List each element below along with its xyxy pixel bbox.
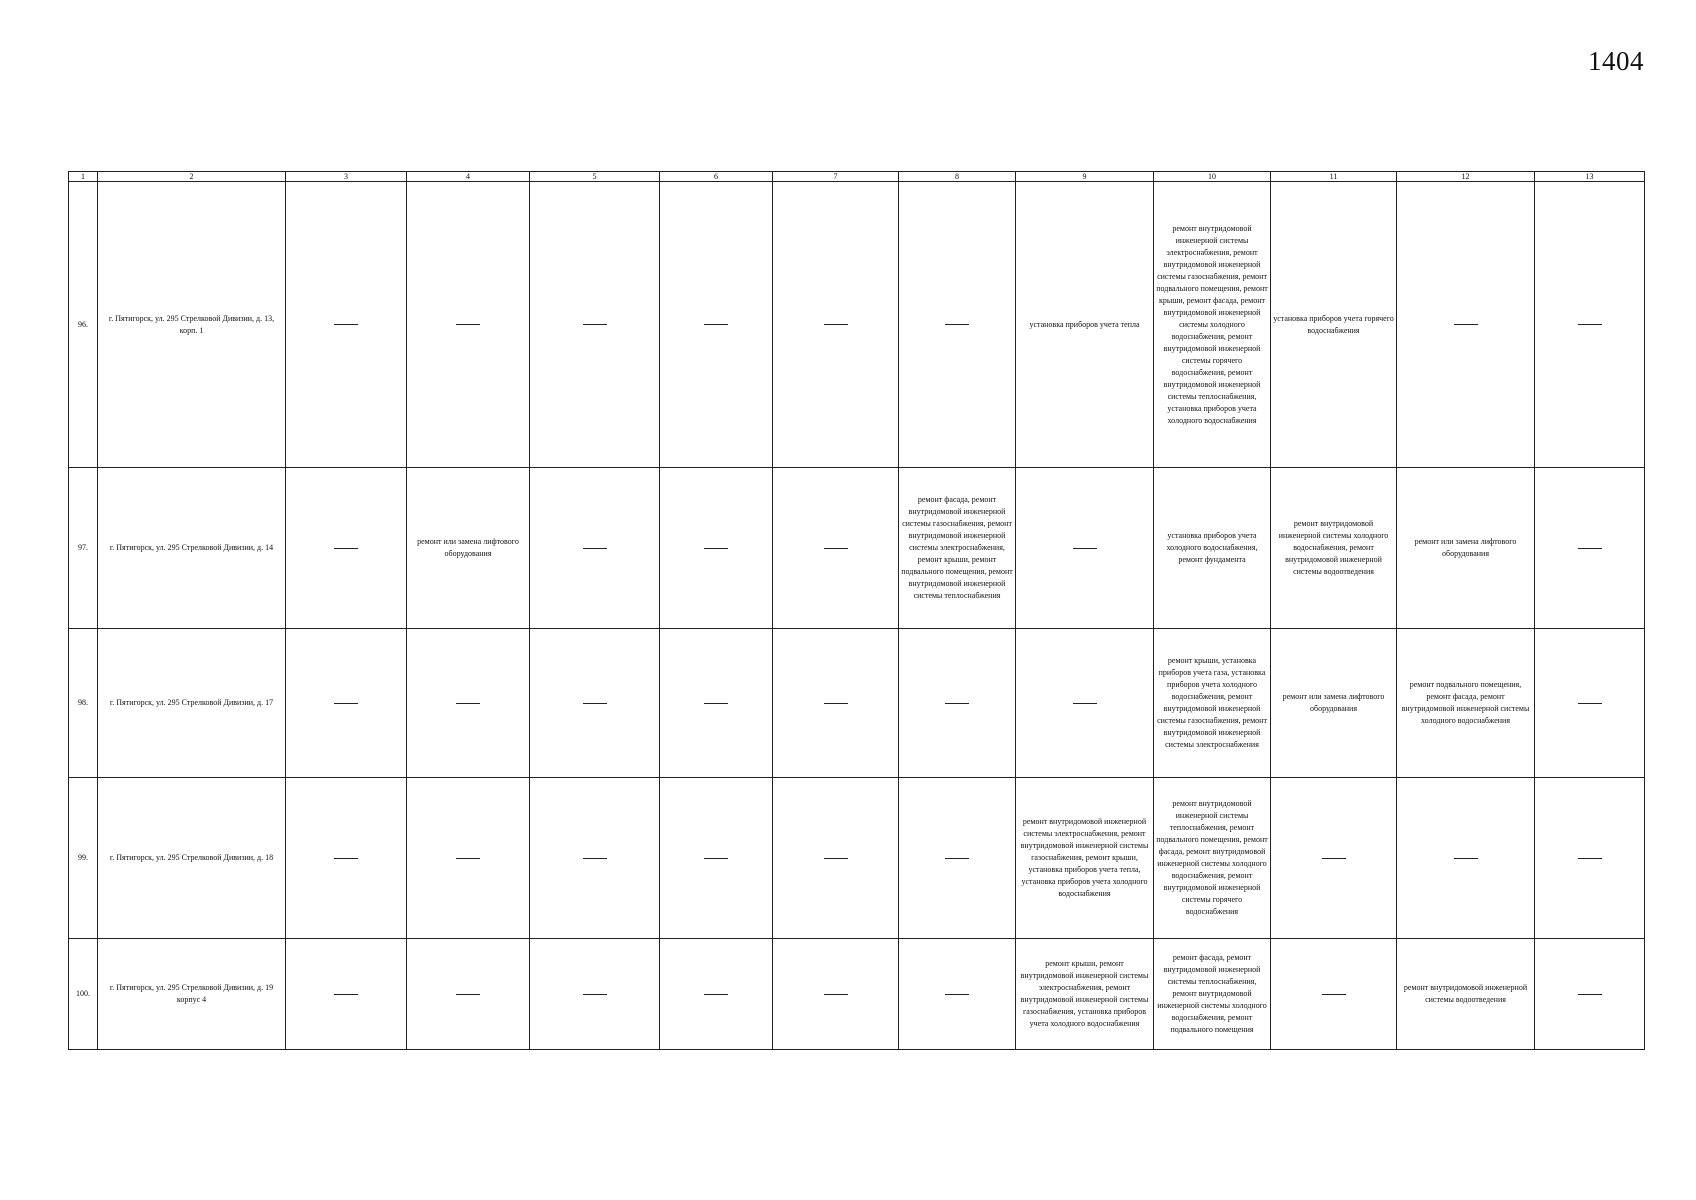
dash-mark [1073, 548, 1097, 549]
column-header-7: 7 [773, 172, 899, 182]
dash-mark [824, 548, 848, 549]
dash-mark [824, 324, 848, 325]
dash-mark [704, 324, 728, 325]
empty-cell [660, 182, 773, 468]
table-row [69, 778, 1645, 939]
empty-cell [286, 629, 407, 778]
column-header-12: 12 [1397, 172, 1535, 182]
empty-cell [530, 939, 660, 1050]
dash-mark [456, 324, 480, 325]
column-header-10: 10 [1154, 172, 1271, 182]
column-header-3: 3 [286, 172, 407, 182]
dash-mark [704, 858, 728, 859]
dash-mark [704, 703, 728, 704]
empty-cell [1535, 468, 1645, 629]
dash-mark [1322, 994, 1346, 995]
column-header-9: 9 [1016, 172, 1154, 182]
dash-mark [945, 858, 969, 859]
dash-mark [945, 703, 969, 704]
work-description-cell: установка приборов учета горячего водоснабжения [1271, 182, 1397, 468]
work-description-cell: ремонт внутридомовой инженерной системы электроснабжения, ремонт внутридомовой инженерной системы газоснабжения, ремонт подвального помещения, ремонт крыши, ремонт фасада, ремонт внутридомовой инженерной системы холодного водоснабжения, ремонт внутридомовой инженерной системы горячего водоснабжения, ремонт внутридомовой инженерной системы теплоснабжения, установка приборов учета холодного водоснабжения [1154, 182, 1271, 468]
dash-mark [704, 994, 728, 995]
dash-mark [1578, 858, 1602, 859]
empty-cell [1271, 939, 1397, 1050]
dash-mark [1073, 703, 1097, 704]
empty-cell [1535, 939, 1645, 1050]
dash-mark [945, 324, 969, 325]
empty-cell [530, 629, 660, 778]
work-description-cell: ремонт или замена лифтового оборудования [1271, 629, 1397, 778]
row-number: 100. [69, 939, 98, 1050]
work-description-cell: установка приборов учета холодного водоснабжения, ремонт фундамента [1154, 468, 1271, 629]
dash-mark [583, 858, 607, 859]
dash-mark [583, 703, 607, 704]
table-body [69, 172, 1645, 1050]
column-header-5: 5 [530, 172, 660, 182]
dash-mark [824, 994, 848, 995]
dash-mark [334, 548, 358, 549]
empty-cell [407, 778, 530, 939]
empty-cell [899, 182, 1016, 468]
empty-cell [530, 778, 660, 939]
dash-mark [334, 858, 358, 859]
empty-cell [1397, 182, 1535, 468]
empty-cell [1271, 778, 1397, 939]
table-row [69, 629, 1645, 778]
dash-mark [945, 994, 969, 995]
dash-mark [1578, 703, 1602, 704]
work-description-cell: ремонт внутридомовой инженерной системы холодного водоснабжения, ремонт внутридомовой инженерной системы водоотведения [1271, 468, 1397, 629]
empty-cell [1535, 182, 1645, 468]
column-header-13: 13 [1535, 172, 1645, 182]
page-number: 1404 [1588, 46, 1644, 76]
work-description-cell: ремонт крыши, установка приборов учета газа, установка приборов учета холодного водоснабжения, ремонт внутридомовой инженерной системы газоснабжения, ремонт внутридомовой инженерной системы электроснабжения [1154, 629, 1271, 778]
address-cell: г. Пятигорск, ул. 295 Стрелковой Дивизии, д. 13, корп. 1 [98, 182, 286, 468]
work-description-cell: ремонт крыши, ремонт внутридомовой инженерной системы электроснабжения, ремонт внутридомовой инженерной системы газоснабжения, установка приборов учета холодного водоснабжения [1016, 939, 1154, 1050]
column-header-4: 4 [407, 172, 530, 182]
dash-mark [334, 324, 358, 325]
dash-mark [704, 548, 728, 549]
empty-cell [899, 778, 1016, 939]
dash-mark [583, 548, 607, 549]
work-description-cell: ремонт подвального помещения, ремонт фасада, ремонт внутридомовой инженерной системы холодного водоснабжения [1397, 629, 1535, 778]
address-cell: г. Пятигорск, ул. 295 Стрелковой Дивизии, д. 14 [98, 468, 286, 629]
dash-mark [456, 703, 480, 704]
column-header-11: 11 [1271, 172, 1397, 182]
empty-cell [286, 182, 407, 468]
empty-cell [660, 778, 773, 939]
empty-cell [286, 778, 407, 939]
dash-mark [334, 703, 358, 704]
empty-cell [1016, 468, 1154, 629]
empty-cell [660, 468, 773, 629]
empty-cell [1397, 778, 1535, 939]
empty-cell [660, 939, 773, 1050]
empty-cell [773, 778, 899, 939]
column-header-1: 1 [69, 172, 98, 182]
empty-cell [899, 939, 1016, 1050]
dash-mark [1578, 548, 1602, 549]
work-description-cell: ремонт или замена лифтового оборудования [407, 468, 530, 629]
empty-cell [286, 468, 407, 629]
repair-plan-table [68, 171, 1645, 1050]
empty-cell [286, 939, 407, 1050]
dash-mark [1578, 994, 1602, 995]
work-description-cell: ремонт или замена лифтового оборудования [1397, 468, 1535, 629]
empty-cell [407, 182, 530, 468]
work-description-cell: ремонт внутридомовой инженерной системы теплоснабжения, ремонт подвального помещения, ремонт фасада, ремонт внутридомовой инженерной системы холодного водоснабжения, ремонт внутридомовой инженерной системы горячего водоснабжения [1154, 778, 1271, 939]
header-row [69, 172, 1645, 182]
empty-cell [407, 939, 530, 1050]
dash-mark [824, 858, 848, 859]
empty-cell [773, 629, 899, 778]
dash-mark [583, 994, 607, 995]
address-cell: г. Пятигорск, ул. 295 Стрелковой Дивизии, д. 19 корпус 4 [98, 939, 286, 1050]
empty-cell [773, 468, 899, 629]
dash-mark [456, 994, 480, 995]
empty-cell [660, 629, 773, 778]
row-number: 97. [69, 468, 98, 629]
work-description-cell: ремонт внутридомовой инженерной системы электроснабжения, ремонт внутридомовой инженерной системы газоснабжения, ремонт крыши, установка приборов учета тепла, установка приборов учета холодного водоснабжения [1016, 778, 1154, 939]
empty-cell [773, 939, 899, 1050]
work-description-cell: ремонт фасада, ремонт внутридомовой инженерной системы газоснабжения, ремонт внутридомовой инженерной системы электроснабжения, ремонт крыши, ремонт подвального помещения, ремонт внутридомовой инженерной системы теплоснабжения [899, 468, 1016, 629]
row-number: 96. [69, 182, 98, 468]
dash-mark [456, 858, 480, 859]
row-number: 99. [69, 778, 98, 939]
row-number: 98. [69, 629, 98, 778]
dash-mark [1454, 858, 1478, 859]
work-description-cell: ремонт фасада, ремонт внутридомовой инженерной системы теплоснабжения, ремонт внутридомовой инженерной системы холодного водоснабжения, ремонт подвального помещения [1154, 939, 1271, 1050]
work-description-cell: ремонт внутридомовой инженерной системы водоотведения [1397, 939, 1535, 1050]
dash-mark [1454, 324, 1478, 325]
empty-cell [899, 629, 1016, 778]
table-row [69, 182, 1645, 468]
work-description-cell: установка приборов учета тепла [1016, 182, 1154, 468]
dash-mark [334, 994, 358, 995]
empty-cell [773, 182, 899, 468]
column-header-2: 2 [98, 172, 286, 182]
address-cell: г. Пятигорск, ул. 295 Стрелковой Дивизии, д. 17 [98, 629, 286, 778]
table-row [69, 939, 1645, 1050]
dash-mark [1322, 858, 1346, 859]
empty-cell [1535, 629, 1645, 778]
dash-mark [583, 324, 607, 325]
address-cell: г. Пятигорск, ул. 295 Стрелковой Дивизии, д. 18 [98, 778, 286, 939]
empty-cell [530, 468, 660, 629]
empty-cell [407, 629, 530, 778]
column-header-6: 6 [660, 172, 773, 182]
dash-mark [1578, 324, 1602, 325]
table-row [69, 468, 1645, 629]
dash-mark [824, 703, 848, 704]
column-header-8: 8 [899, 172, 1016, 182]
empty-cell [530, 182, 660, 468]
empty-cell [1535, 778, 1645, 939]
empty-cell [1016, 629, 1154, 778]
